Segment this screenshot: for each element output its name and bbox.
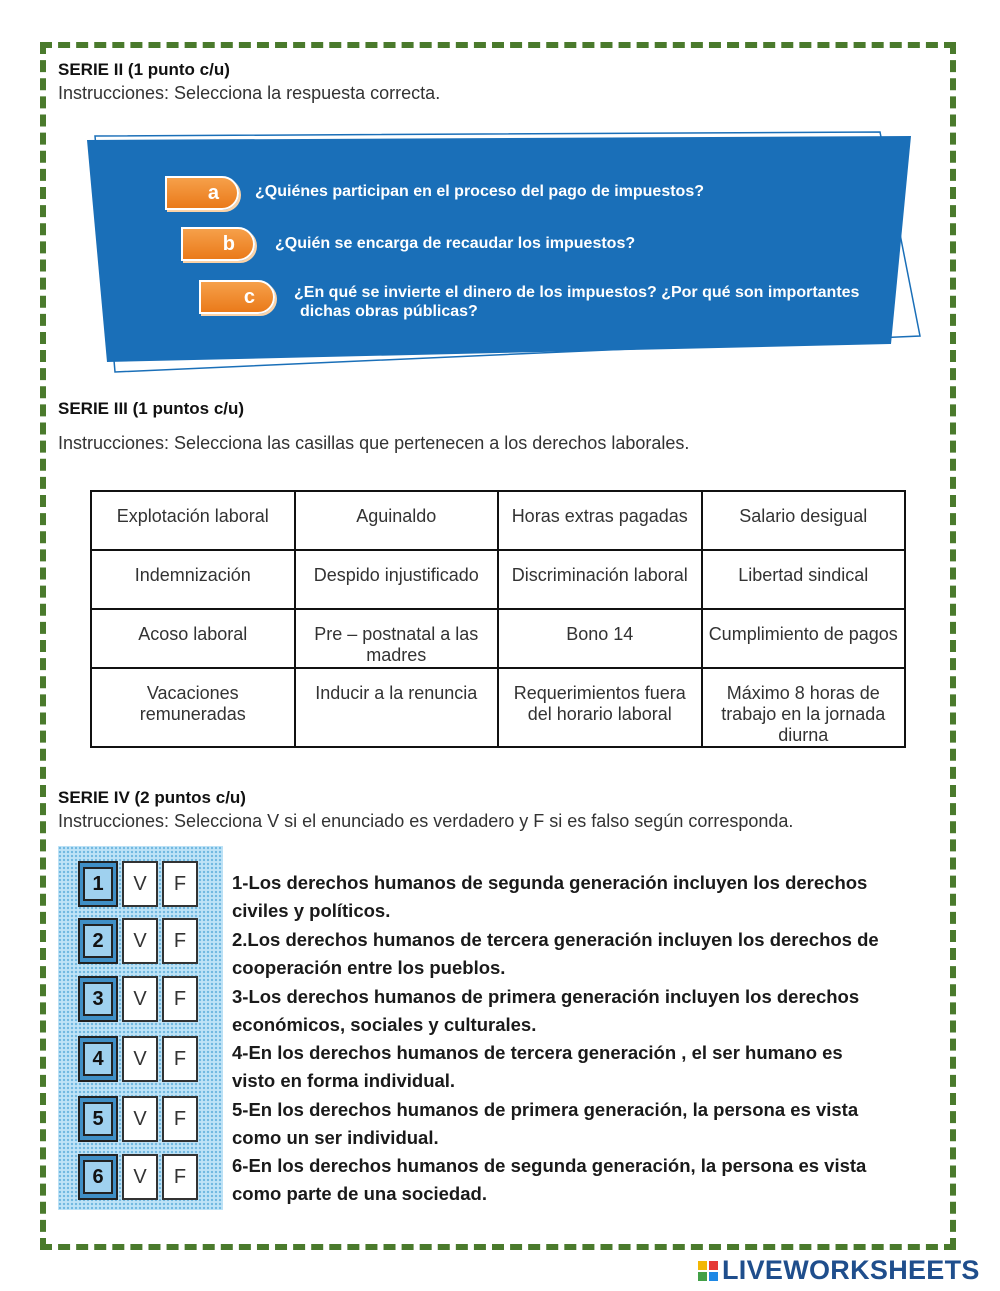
serie2-heading: SERIE II (1 punto c/u) — [58, 60, 230, 79]
badge-letter-b: b — [222, 232, 235, 255]
statement-4-line2: visto en forma individual. — [232, 1070, 456, 1091]
statement-4 — [232, 1039, 932, 1095]
statement-3-line2: económicos, sociales y culturales. — [232, 1014, 537, 1035]
false-button[interactable]: F — [162, 1096, 198, 1142]
statement-6 — [232, 1152, 932, 1208]
item-number: 3 — [83, 982, 113, 1016]
statement-5-line1: 5-En los derechos humanos de primera generación, la persona es vista — [232, 1099, 859, 1120]
statement-1 — [232, 869, 932, 925]
questions-banner — [85, 126, 925, 378]
item-number-box — [78, 861, 118, 907]
item-number: 5 — [83, 1102, 113, 1136]
question-c-line1: ¿En qué se invierte el dinero de los impuestos? ¿Por qué son importantes — [294, 284, 860, 301]
item-number-box — [78, 1096, 118, 1142]
logo-text: LIVEWORKSHEETS — [722, 1255, 980, 1285]
vf-row-5 — [78, 1096, 198, 1142]
statement-5-line2: como un ser individual. — [232, 1127, 439, 1148]
statement-3 — [232, 983, 932, 1039]
option-a-badge[interactable] — [165, 176, 239, 210]
question-c — [294, 283, 859, 321]
table-cell[interactable]: Aguinaldo — [295, 491, 499, 550]
statement-1-line1: 1-Los derechos humanos de segunda generación incluyen los derechos — [232, 872, 868, 893]
table-cell[interactable]: Despido injustificado — [295, 550, 499, 609]
true-button[interactable]: V — [122, 1154, 158, 1200]
table-row — [91, 491, 905, 550]
false-button[interactable]: F — [162, 1036, 198, 1082]
table-row — [91, 609, 905, 668]
serie3-instructions: Instrucciones: Selecciona las casillas que pertenecen a los derechos laborales. — [58, 433, 690, 453]
vf-row-4 — [78, 1036, 198, 1082]
serie4-heading: SERIE IV (2 puntos c/u) — [58, 788, 246, 807]
table-cell[interactable]: Acoso laboral — [91, 609, 295, 668]
table-cell[interactable]: Máximo 8 horas de trabajo en la jornada diurna — [702, 668, 906, 747]
table-cell[interactable]: Libertad sindical — [702, 550, 906, 609]
table-cell[interactable]: Bono 14 — [498, 609, 702, 668]
table-cell[interactable]: Indemnización — [91, 550, 295, 609]
item-number-box — [78, 918, 118, 964]
statement-6-line1: 6-En los derechos humanos de segunda generación, la persona es vista — [232, 1155, 867, 1176]
question-c-line2: dichas obras públicas? — [300, 303, 478, 320]
statement-3-line1: 3-Los derechos humanos de primera generación incluyen los derechos — [232, 986, 860, 1007]
item-number: 4 — [83, 1042, 113, 1076]
liveworksheets-logo — [698, 1255, 980, 1286]
item-number: 1 — [83, 867, 113, 901]
vf-row-3 — [78, 976, 198, 1022]
true-button[interactable]: V — [122, 1036, 158, 1082]
item-number-box — [78, 976, 118, 1022]
false-button[interactable]: F — [162, 976, 198, 1022]
vf-row-2 — [78, 918, 198, 964]
table-cell[interactable]: Salario desigual — [702, 491, 906, 550]
statement-2 — [232, 926, 932, 982]
item-number: 6 — [83, 1160, 113, 1194]
table-cell[interactable]: Vacaciones remuneradas — [91, 668, 295, 747]
statement-2-line1: 2.Los derechos humanos de tercera generación incluyen los derechos de — [232, 929, 879, 950]
true-button[interactable]: V — [122, 976, 158, 1022]
item-number-box — [78, 1036, 118, 1082]
option-c-badge[interactable] — [199, 280, 275, 314]
labor-rights-table — [90, 490, 906, 748]
serie3-heading: SERIE III (1 puntos c/u) — [58, 399, 245, 418]
table-cell[interactable]: Discriminación laboral — [498, 550, 702, 609]
badge-letter-a: a — [207, 181, 219, 204]
badge-letter-c: c — [243, 285, 255, 308]
table-cell[interactable]: Explotación laboral — [91, 491, 295, 550]
item-number: 2 — [83, 924, 113, 958]
false-button[interactable]: F — [162, 1154, 198, 1200]
statement-4-line1: 4-En los derechos humanos de tercera generación , el ser humano es — [232, 1042, 843, 1063]
table-cell[interactable]: Inducir a la renuncia — [295, 668, 499, 747]
table-cell[interactable]: Pre – postnatal a las madres — [295, 609, 499, 668]
table-row — [91, 668, 905, 747]
false-button[interactable]: F — [162, 861, 198, 907]
vf-row-6 — [78, 1154, 198, 1200]
vf-row-1 — [78, 861, 198, 907]
statement-6-line2: como parte de una sociedad. — [232, 1183, 487, 1204]
option-b-badge[interactable] — [181, 227, 255, 261]
statement-5 — [232, 1096, 932, 1152]
true-button[interactable]: V — [122, 861, 158, 907]
serie2-instructions: Instrucciones: Selecciona la respuesta correcta. — [58, 83, 441, 103]
logo-squares-icon — [698, 1261, 718, 1281]
statement-1-line2: civiles y políticos. — [232, 900, 391, 921]
question-a: ¿Quiénes participan en el proceso del pago de impuestos? — [255, 183, 704, 200]
table-cell[interactable]: Horas extras pagadas — [498, 491, 702, 550]
statement-2-line2: cooperación entre los pueblos. — [232, 957, 506, 978]
table-cell[interactable]: Requerimientos fuera del horario laboral — [498, 668, 702, 747]
true-button[interactable]: V — [122, 1096, 158, 1142]
question-b: ¿Quién se encarga de recaudar los impuestos? — [275, 235, 636, 252]
false-button[interactable]: F — [162, 918, 198, 964]
serie4-instructions: Instrucciones: Selecciona V si el enunciado es verdadero y F si es falso según corresponda. — [58, 811, 794, 831]
item-number-box — [78, 1154, 118, 1200]
table-cell[interactable]: Cumplimiento de pagos — [702, 609, 906, 668]
true-button[interactable]: V — [122, 918, 158, 964]
true-false-panel — [58, 846, 223, 1210]
table-row — [91, 550, 905, 609]
